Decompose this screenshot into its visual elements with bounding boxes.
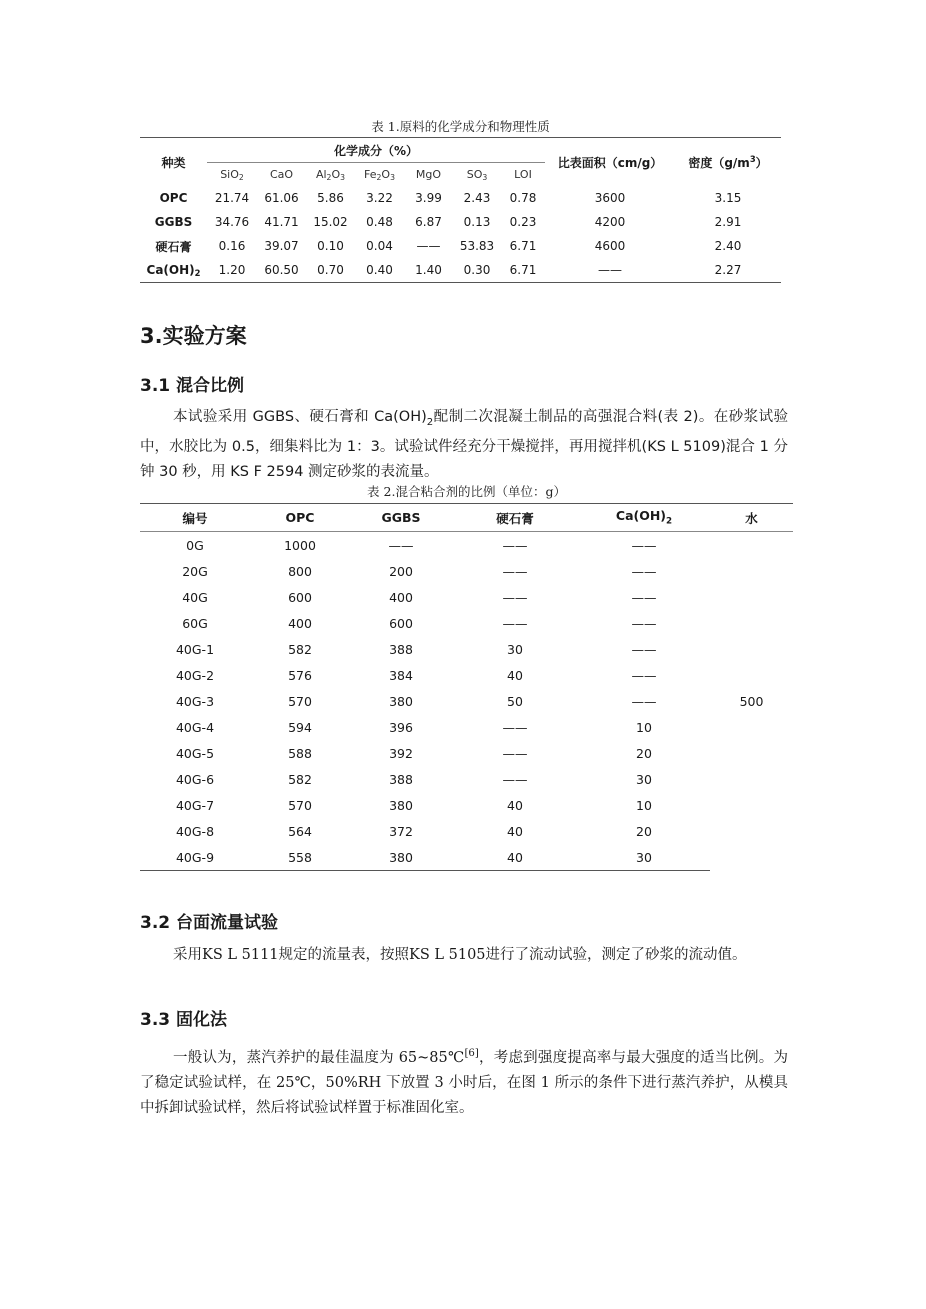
- t1-row-name: $Ca(OH)_2$: [140, 258, 207, 283]
- t2-cell: ——: [631, 589, 657, 605]
- t2-head-caoh2: $Ca(OH)_2$: [578, 504, 710, 532]
- section-3-1-paragraph: 本试验采用 GGBS、硬石膏和 $Ca(OH)_2$配制二次混凝土制品的高强混合料(表 2)。在砂浆试验中，水胶比为 0.5，细集料比为 1：3。试验试件经充分干燥搅拌，再用搅拌机(KS L 5109)混合 1 分钟 30 秒，用 KS F 2594 测定砂浆的表流量。: [140, 409, 788, 480]
- t2-cell: 392: [389, 745, 413, 761]
- t2-cell: ——: [388, 537, 414, 553]
- t2-cell: 30: [507, 641, 523, 657]
- t1-col-cao: CaO: [257, 163, 306, 187]
- t2-cell: ——: [631, 537, 657, 553]
- t2-cell: 570: [288, 693, 312, 709]
- t2-head-ggbs: GGBS: [350, 504, 452, 532]
- table-row: [140, 766, 793, 792]
- t1-row-name: 硬石膏: [155, 239, 192, 254]
- table-row: [140, 688, 793, 714]
- section-3-2-heading: 3.2 台面流量试验: [140, 913, 279, 933]
- t1-col-fe2o3: $Fe_2O_3$: [355, 163, 404, 187]
- t2-cell: 380: [389, 797, 413, 813]
- t2-cell: 384: [389, 667, 413, 683]
- t2-cell: ——: [502, 563, 528, 579]
- t1-col-loi: LOI: [501, 163, 545, 187]
- t1-row-name: OPC: [159, 191, 188, 205]
- table-row: [140, 610, 793, 636]
- t2-cell: 40G-8: [175, 823, 215, 839]
- t1-cell: 34.76: [214, 215, 250, 229]
- t1-cell: 0.70: [306, 258, 355, 283]
- t1-cell: 1.40: [404, 258, 453, 283]
- t2-cell: 388: [389, 641, 413, 657]
- t2-cell: ——: [631, 667, 657, 683]
- t1-cell: 0.13: [463, 215, 491, 229]
- t1-cell-density: 2.27: [675, 258, 781, 283]
- t2-head-opc: OPC: [250, 504, 350, 532]
- t2-cell: 564: [288, 823, 312, 839]
- t2-cell: 582: [288, 771, 312, 787]
- t1-cell-area: 3600: [594, 191, 626, 205]
- t2-cell: 388: [389, 771, 413, 787]
- t2-cell: 20: [636, 823, 652, 839]
- t1-cell: 0.40: [355, 258, 404, 283]
- t1-cell: 41.71: [264, 215, 299, 229]
- t1-col-al2o3: $Al_2O_3$: [306, 163, 355, 187]
- table2-caption: 表 2.混合粘合剂的比例（单位：g）: [367, 484, 566, 499]
- t1-cell-density: 2.91: [714, 215, 742, 229]
- table-row: [140, 662, 793, 688]
- section-3-2-paragraph: 采用KS L 5111规定的流量表，按照KS L 5105进行了流动试验，测定了砂浆的流动值。: [173, 947, 747, 963]
- section-3-1-heading: 3.1 混合比例: [140, 376, 245, 396]
- t1-cell: 0.78: [509, 191, 537, 205]
- t1-cell: 0.16: [218, 239, 246, 253]
- t2-cell: ——: [502, 537, 528, 553]
- t2-cell: 40G-4: [175, 719, 215, 735]
- t2-cell: ——: [502, 745, 528, 761]
- t2-cell: ——: [631, 563, 657, 579]
- t1-head-kind: 种类: [140, 138, 207, 187]
- t1-cell: 3.22: [366, 191, 393, 205]
- t2-cell: 10: [636, 719, 652, 735]
- t1-cell: ——: [416, 239, 441, 253]
- t2-cell: 40G-5: [175, 745, 215, 761]
- table-row: [140, 740, 793, 766]
- t1-cell: 0.10: [317, 239, 344, 253]
- t2-cell: 20: [636, 745, 652, 761]
- table-row: [140, 584, 793, 610]
- t2-cell: 40: [507, 823, 523, 839]
- t2-cell: 400: [389, 589, 413, 605]
- t1-cell: 1.20: [207, 258, 257, 283]
- table-row: [140, 714, 793, 740]
- t2-cell: ——: [631, 641, 657, 657]
- t2-cell: 800: [288, 563, 312, 579]
- table-row: [140, 210, 781, 234]
- t2-cell: 40G-7: [175, 797, 215, 813]
- t2-cell: 380: [389, 693, 413, 709]
- t1-head-area: 比表面积（cm/g）: [545, 138, 675, 187]
- t2-cell: 50: [507, 693, 523, 709]
- t2-head-id: 编号: [140, 504, 250, 532]
- t1-cell: 0.04: [366, 239, 393, 253]
- table-row: [140, 258, 781, 283]
- t1-cell: 6.71: [509, 239, 537, 253]
- t2-cell: ——: [502, 589, 528, 605]
- table-row: [140, 558, 793, 584]
- t2-cell: ——: [631, 615, 657, 631]
- t2-cell: 30: [578, 844, 710, 871]
- t2-cell: 594: [288, 719, 312, 735]
- t2-water-cell: 500: [739, 693, 764, 709]
- t1-cell: 0.30: [453, 258, 501, 283]
- t2-cell: 40: [452, 844, 578, 871]
- t1-head-chem: 化学成分（%）: [207, 138, 545, 163]
- table-row: [140, 844, 793, 871]
- t1-cell: 0.23: [509, 215, 537, 229]
- t2-cell: 570: [288, 797, 312, 813]
- table-row: [140, 792, 793, 818]
- t2-cell: 20G: [182, 563, 208, 579]
- t1-cell: 0.48: [366, 215, 393, 229]
- table-row: [140, 234, 781, 258]
- t1-cell-area: 4600: [594, 239, 626, 253]
- t1-col-so3: $SO_3$: [453, 163, 501, 187]
- t2-cell: 200: [389, 563, 413, 579]
- section-3-heading: 3.实验方案: [140, 324, 247, 348]
- t2-cell: 40: [507, 667, 523, 683]
- table1-caption: 表 1.原料的化学成分和物理性质: [371, 119, 550, 134]
- t1-cell: 39.07: [264, 239, 299, 253]
- t2-cell: 558: [250, 844, 350, 871]
- t2-cell: 40G-3: [175, 693, 215, 709]
- t1-cell: 60.50: [257, 258, 306, 283]
- t2-cell: 40G-2: [175, 667, 215, 683]
- t2-cell: 600: [389, 615, 413, 631]
- t1-cell: 6.87: [415, 215, 442, 229]
- t2-cell: 582: [288, 641, 312, 657]
- t2-cell: 40G-9: [140, 844, 250, 871]
- section-3-3-paragraph: 一般认为，蒸汽养护的最佳温度为 65~85℃[6]，考虑到强度提高率与最大强度的适当比例。为了稳定试验试样，在 25℃，50%RH 下放置 3 小时后，在图 1 所示的条件下进行蒸汽养护，从模具中拆卸试验试样，然后将试验试样置于标准固化室。: [140, 1048, 788, 1116]
- t2-head-water: 水: [710, 504, 793, 532]
- t1-head-density: 密度$(g/m^3)$: [675, 138, 781, 187]
- t2-cell: 0G: [186, 537, 204, 553]
- t1-cell: 53.83: [459, 239, 495, 253]
- t2-cell: ——: [502, 771, 528, 787]
- t1-row-name: GGBS: [154, 215, 193, 229]
- t2-cell: 40G-1: [175, 641, 215, 657]
- t2-cell: 576: [288, 667, 312, 683]
- t1-cell: 5.86: [317, 191, 344, 205]
- table-row: [140, 636, 793, 662]
- t1-cell: 15.02: [313, 215, 348, 229]
- t1-cell: 3.99: [415, 191, 442, 205]
- t2-cell: 380: [350, 844, 452, 871]
- table2: [140, 503, 793, 871]
- t1-cell: 2.43: [463, 191, 491, 205]
- t2-cell: 40: [507, 797, 523, 813]
- t2-cell: 396: [389, 719, 413, 735]
- t2-cell: 600: [288, 589, 312, 605]
- t2-head-anhydrite: 硬石膏: [452, 504, 578, 532]
- table1: [140, 137, 781, 283]
- table-row: [140, 532, 793, 559]
- t1-cell-density: 2.40: [714, 239, 742, 253]
- t1-cell: 6.71: [501, 258, 545, 283]
- t2-cell: 400: [288, 615, 312, 631]
- t2-cell: ——: [502, 615, 528, 631]
- t1-cell: 61.06: [264, 191, 299, 205]
- t2-cell: ——: [502, 719, 528, 735]
- t2-cell: 40G: [182, 589, 208, 605]
- table-row: [140, 186, 781, 210]
- t2-cell: ——: [631, 693, 657, 709]
- table-row: [140, 818, 793, 844]
- t2-cell: 40G-6: [175, 771, 215, 787]
- t2-cell: 10: [636, 797, 652, 813]
- t1-cell: 21.74: [214, 191, 250, 205]
- t1-col-sio2: SiO$_2$: [207, 163, 257, 187]
- t2-cell: 1000: [284, 537, 316, 553]
- t2-cell: 60G: [182, 615, 208, 631]
- t2-cell: 588: [288, 745, 312, 761]
- section-3-3-heading: 3.3 固化法: [140, 1010, 228, 1030]
- t1-cell-area: ——: [545, 258, 675, 283]
- t1-cell-density: 3.15: [714, 191, 742, 205]
- t1-cell-area: 4200: [594, 215, 626, 229]
- t2-cell: 30: [636, 771, 652, 787]
- t2-cell: 372: [389, 823, 413, 839]
- t1-col-mgo: MgO: [404, 163, 453, 187]
